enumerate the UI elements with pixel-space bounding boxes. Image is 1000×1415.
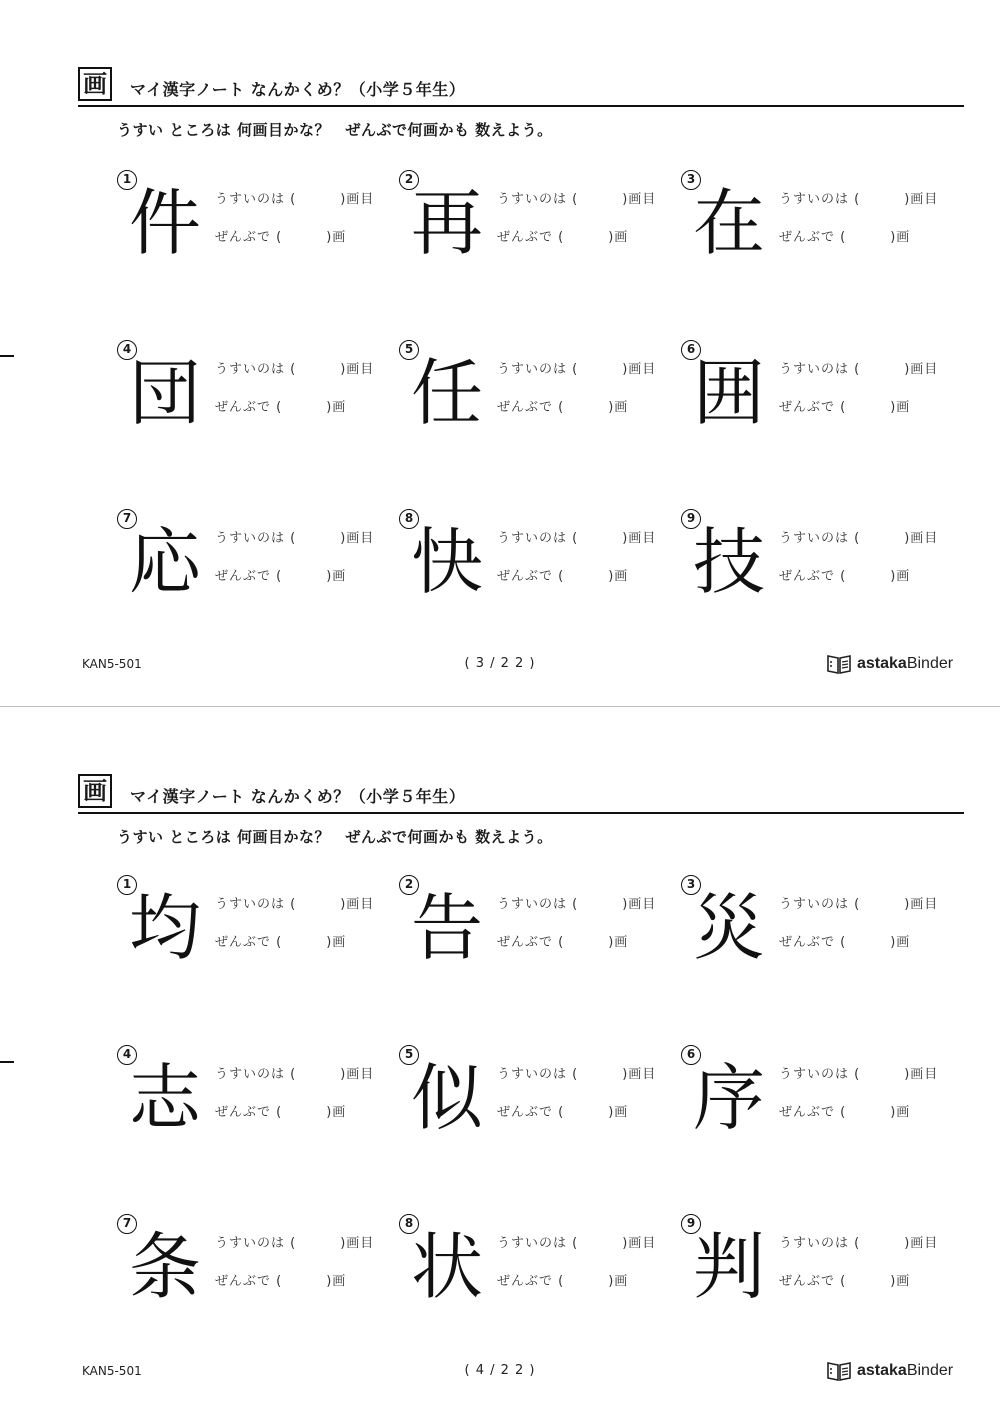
total-stroke-suffix: )画 [326, 1274, 347, 1289]
instruction-text: うすい ところは 何画目かな？ ぜんぶで何画かも 数えよう。 [117, 121, 553, 139]
light-stroke-line [215, 893, 374, 912]
question-number: 2 [399, 170, 419, 190]
light-stroke-suffix: )画目 [622, 531, 657, 546]
question-number: 5 [399, 1045, 419, 1065]
total-stroke-prefix: ぜんぶで ( [215, 400, 283, 415]
page-header [78, 772, 964, 814]
total-stroke-line [497, 1270, 628, 1289]
question-4 [117, 1045, 387, 1155]
total-stroke-prefix: ぜんぶで ( [215, 569, 283, 584]
question-2 [399, 875, 669, 985]
light-stroke-prefix: うすいのは ( [215, 192, 297, 207]
kaku-title-icon: 画 [78, 67, 112, 101]
brand-name-bold: astaka [857, 1362, 907, 1379]
light-stroke-prefix: うすいのは ( [497, 1067, 579, 1082]
light-stroke-prefix: うすいのは ( [497, 362, 579, 377]
total-stroke-prefix: ぜんぶで ( [779, 569, 847, 584]
light-stroke-suffix: )画目 [622, 1067, 657, 1082]
kanji-character: 件 [128, 181, 201, 265]
light-stroke-line [497, 1063, 656, 1082]
total-stroke-line [215, 226, 346, 245]
total-stroke-prefix: ぜんぶで ( [779, 935, 847, 950]
light-stroke-prefix: うすいのは ( [779, 531, 861, 546]
kanji-character: 志 [128, 1056, 201, 1140]
total-stroke-suffix: )画 [608, 400, 629, 415]
total-stroke-line [779, 931, 910, 950]
total-stroke-line [215, 1101, 346, 1120]
question-5 [399, 1045, 669, 1155]
light-stroke-line [497, 1232, 656, 1251]
kanji-character: 災 [692, 886, 765, 970]
light-stroke-line [215, 358, 374, 377]
binder-book-icon [826, 1360, 852, 1382]
light-stroke-prefix: うすいのは ( [497, 897, 579, 912]
total-stroke-line [215, 565, 346, 584]
total-stroke-line [215, 396, 346, 415]
question-7 [117, 1214, 387, 1324]
light-stroke-suffix: )画目 [622, 362, 657, 377]
brand-name-bold: astaka [857, 655, 907, 672]
light-stroke-prefix: うすいのは ( [779, 362, 861, 377]
light-stroke-line [497, 527, 656, 546]
light-stroke-prefix: うすいのは ( [215, 531, 297, 546]
total-stroke-line [497, 931, 628, 950]
question-8 [399, 1214, 669, 1324]
worksheet-page-1 [0, 0, 1000, 706]
light-stroke-prefix: うすいのは ( [497, 531, 579, 546]
light-stroke-prefix: うすいのは ( [215, 362, 297, 377]
kanji-character: 均 [128, 886, 201, 970]
worksheet-code: KAN5-501 [82, 1364, 142, 1378]
total-stroke-prefix: ぜんぶで ( [779, 400, 847, 415]
total-stroke-suffix: )画 [608, 1105, 629, 1120]
total-stroke-suffix: )画 [326, 400, 347, 415]
light-stroke-prefix: うすいのは ( [215, 897, 297, 912]
total-stroke-line [497, 565, 628, 584]
light-stroke-suffix: )画目 [904, 1236, 939, 1251]
question-number: 9 [681, 509, 701, 529]
total-stroke-suffix: )画 [608, 230, 629, 245]
brand-name-regular: Binder [906, 655, 954, 672]
total-stroke-prefix: ぜんぶで ( [215, 230, 283, 245]
question-number: 6 [681, 340, 701, 360]
question-number: 4 [117, 340, 137, 360]
light-stroke-prefix: うすいのは ( [215, 1236, 297, 1251]
kanji-character: 条 [128, 1225, 201, 1309]
light-stroke-prefix: うすいのは ( [497, 1236, 579, 1251]
light-stroke-line [215, 1063, 374, 1082]
light-stroke-suffix: )画目 [340, 897, 375, 912]
light-stroke-suffix: )画目 [904, 362, 939, 377]
light-stroke-suffix: )画目 [904, 1067, 939, 1082]
total-stroke-prefix: ぜんぶで ( [497, 1274, 565, 1289]
total-stroke-line [215, 1270, 346, 1289]
fold-mark [0, 1061, 14, 1063]
kanji-character: 状 [410, 1225, 483, 1309]
light-stroke-line [497, 893, 656, 912]
question-5 [399, 340, 669, 450]
total-stroke-line [497, 396, 628, 415]
light-stroke-suffix: )画目 [340, 362, 375, 377]
kanji-character: 在 [692, 181, 765, 265]
light-stroke-line [497, 188, 656, 207]
question-3 [681, 170, 951, 280]
kanji-character: 似 [410, 1056, 483, 1140]
light-stroke-line [779, 527, 938, 546]
light-stroke-line [215, 188, 374, 207]
total-stroke-prefix: ぜんぶで ( [215, 1105, 283, 1120]
brand-logo [826, 652, 953, 676]
total-stroke-prefix: ぜんぶで ( [779, 1274, 847, 1289]
total-stroke-line [779, 1101, 910, 1120]
total-stroke-line [779, 1270, 910, 1289]
worksheet-page-2 [0, 707, 1000, 1413]
light-stroke-suffix: )画目 [904, 897, 939, 912]
brand-logo [826, 1359, 953, 1383]
total-stroke-prefix: ぜんぶで ( [215, 1274, 283, 1289]
question-7 [117, 509, 387, 619]
instruction-text: うすい ところは 何画目かな？ ぜんぶで何画かも 数えよう。 [117, 828, 553, 846]
binder-book-icon [826, 653, 852, 675]
kanji-character: 任 [410, 351, 483, 435]
light-stroke-line [215, 527, 374, 546]
worksheet-code: KAN5-501 [82, 657, 142, 671]
question-2 [399, 170, 669, 280]
total-stroke-prefix: ぜんぶで ( [779, 1105, 847, 1120]
total-stroke-prefix: ぜんぶで ( [497, 1105, 565, 1120]
light-stroke-suffix: )画目 [622, 897, 657, 912]
kanji-character: 再 [410, 181, 483, 265]
kanji-character: 囲 [692, 351, 765, 435]
page-title: マイ漢字ノート なんかくめ？（小学５年生） [130, 80, 466, 99]
total-stroke-suffix: )画 [608, 935, 629, 950]
question-number: 7 [117, 1214, 137, 1234]
light-stroke-prefix: うすいのは ( [779, 192, 861, 207]
page-header [78, 65, 964, 107]
total-stroke-prefix: ぜんぶで ( [215, 935, 283, 950]
total-stroke-prefix: ぜんぶで ( [497, 935, 565, 950]
light-stroke-line [779, 893, 938, 912]
light-stroke-suffix: )画目 [340, 531, 375, 546]
question-number: 8 [399, 509, 419, 529]
question-number: 5 [399, 340, 419, 360]
question-number: 6 [681, 1045, 701, 1065]
total-stroke-suffix: )画 [326, 935, 347, 950]
light-stroke-prefix: うすいのは ( [779, 897, 861, 912]
question-number: 7 [117, 509, 137, 529]
total-stroke-suffix: )画 [890, 230, 911, 245]
kaku-title-icon: 画 [78, 774, 112, 808]
light-stroke-suffix: )画目 [622, 192, 657, 207]
total-stroke-line [779, 396, 910, 415]
question-number: 4 [117, 1045, 137, 1065]
question-number: 3 [681, 170, 701, 190]
kanji-character: 快 [410, 520, 483, 604]
question-6 [681, 1045, 951, 1155]
page-title: マイ漢字ノート なんかくめ？（小学５年生） [130, 787, 466, 806]
total-stroke-line [497, 226, 628, 245]
kanji-character: 応 [128, 520, 201, 604]
light-stroke-suffix: )画目 [622, 1236, 657, 1251]
question-4 [117, 340, 387, 450]
light-stroke-suffix: )画目 [904, 192, 939, 207]
light-stroke-line [779, 358, 938, 377]
total-stroke-prefix: ぜんぶで ( [497, 569, 565, 584]
total-stroke-suffix: )画 [890, 1274, 911, 1289]
question-8 [399, 509, 669, 619]
question-9 [681, 1214, 951, 1324]
kanji-character: 判 [692, 1225, 765, 1309]
kanji-character: 団 [128, 351, 201, 435]
total-stroke-prefix: ぜんぶで ( [779, 230, 847, 245]
light-stroke-suffix: )画目 [340, 1236, 375, 1251]
question-number: 8 [399, 1214, 419, 1234]
total-stroke-suffix: )画 [326, 1105, 347, 1120]
kanji-character: 技 [692, 520, 765, 604]
question-1 [117, 875, 387, 985]
total-stroke-suffix: )画 [326, 230, 347, 245]
total-stroke-suffix: )画 [608, 569, 629, 584]
light-stroke-line [779, 1232, 938, 1251]
kanji-character: 序 [692, 1056, 765, 1140]
light-stroke-suffix: )画目 [904, 531, 939, 546]
total-stroke-suffix: )画 [326, 569, 347, 584]
brand-name-regular: Binder [906, 1362, 954, 1379]
question-3 [681, 875, 951, 985]
total-stroke-line [215, 931, 346, 950]
light-stroke-suffix: )画目 [340, 192, 375, 207]
total-stroke-suffix: )画 [890, 935, 911, 950]
total-stroke-suffix: )画 [890, 1105, 911, 1120]
light-stroke-suffix: )画目 [340, 1067, 375, 1082]
page-number: ( 3 / 2 2 ) [464, 656, 536, 671]
fold-mark [0, 355, 14, 357]
question-number: 2 [399, 875, 419, 895]
light-stroke-prefix: うすいのは ( [215, 1067, 297, 1082]
total-stroke-line [779, 226, 910, 245]
total-stroke-suffix: )画 [890, 400, 911, 415]
question-9 [681, 509, 951, 619]
total-stroke-prefix: ぜんぶで ( [497, 400, 565, 415]
light-stroke-prefix: うすいのは ( [779, 1067, 861, 1082]
total-stroke-line [779, 565, 910, 584]
question-number: 1 [117, 170, 137, 190]
question-number: 3 [681, 875, 701, 895]
question-6 [681, 340, 951, 450]
light-stroke-line [215, 1232, 374, 1251]
total-stroke-suffix: )画 [608, 1274, 629, 1289]
question-number: 9 [681, 1214, 701, 1234]
page-number: ( 4 / 2 2 ) [464, 1363, 536, 1378]
question-number: 1 [117, 875, 137, 895]
light-stroke-prefix: うすいのは ( [779, 1236, 861, 1251]
light-stroke-line [779, 188, 938, 207]
kanji-character: 告 [410, 886, 483, 970]
total-stroke-suffix: )画 [890, 569, 911, 584]
total-stroke-prefix: ぜんぶで ( [497, 230, 565, 245]
total-stroke-line [497, 1101, 628, 1120]
question-1 [117, 170, 387, 280]
light-stroke-line [497, 358, 656, 377]
light-stroke-prefix: うすいのは ( [497, 192, 579, 207]
light-stroke-line [779, 1063, 938, 1082]
